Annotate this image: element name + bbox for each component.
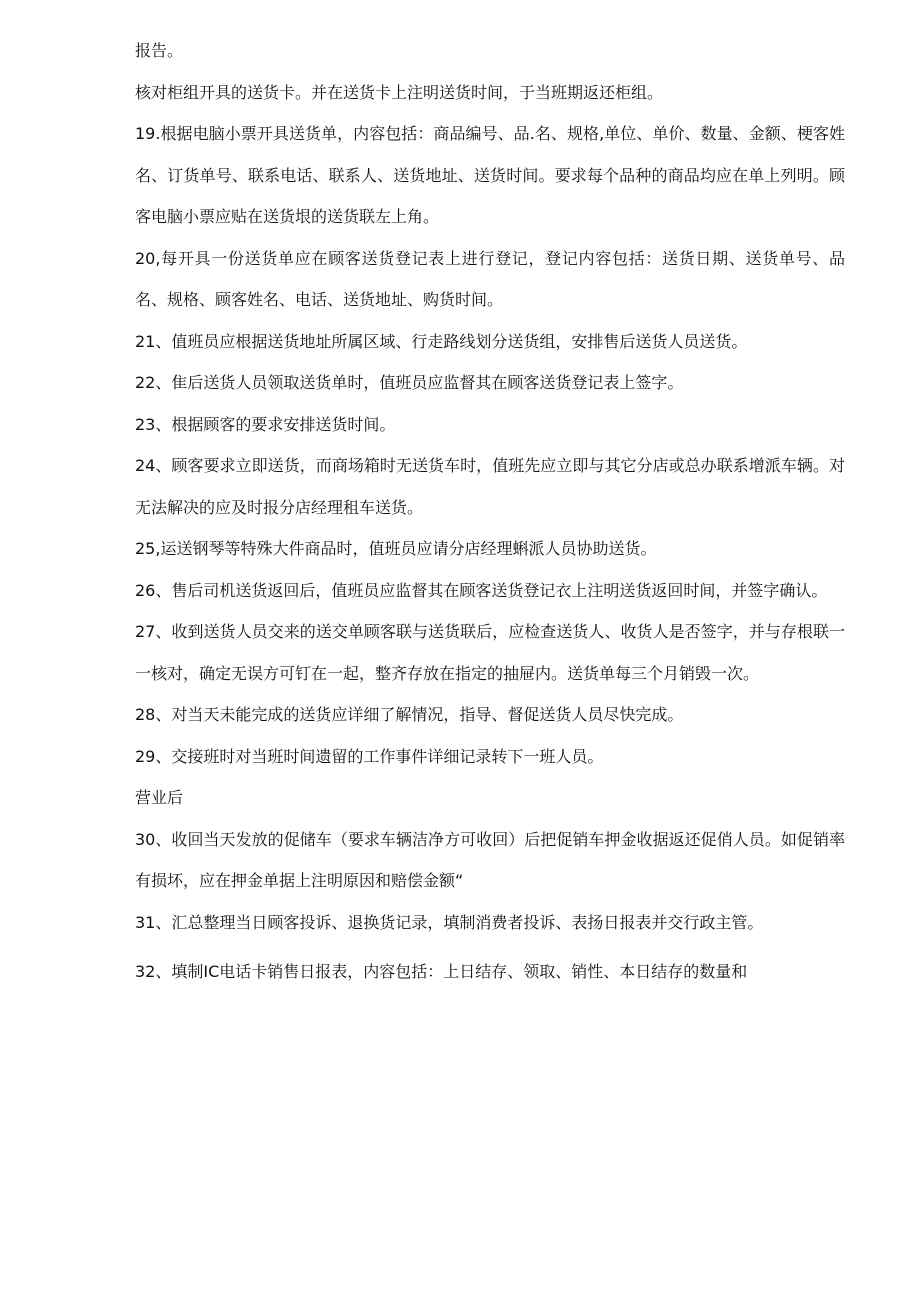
paragraph-item-27: 27、收到送货人员交来的送交单顾客联与送货联后，应检查送货人、收货人是否签字，并与存根联一一核对，确定无误方可钉在一起，整齐存放在指定的抽屉内。送货单每三个月销毁一次。 bbox=[135, 622, 845, 683]
paragraph-item-19: 19.根据电脑小票开具送货单，内容包括：商品编号、品.名、规格,单位、单价、数量、金额、梗客姓名、订货单号、联系电话、联系人、送货地址、送货时间。要求每个品种的商品均应在单上列明。顾客电脑小票应贴在送货垠的送货联左上角。 bbox=[135, 124, 845, 226]
paragraph-item-31: 31、汇总整理当日顾客投诉、退换货记录，填制消费者投诉、表扬日报表并交行政主管。 bbox=[135, 912, 764, 932]
paragraph-item-25: 25,运送钢琴等特殊大件商品时，值班员应请分店经理蝌派人员协助送货。 bbox=[135, 539, 657, 558]
paragraph-check-delivery-card: 核对柜组开具的送货卡。并在送货卡上注明送货时间，于当班期返还柜组。 bbox=[135, 82, 664, 102]
paragraph-item-23: 23、根据顾客的要求安排送货时间。 bbox=[135, 414, 396, 434]
paragraph-item-21: 21、值班员应根据送货地址所属区域、行走路线划分送货组，安排售后送货人员送货。 bbox=[135, 331, 748, 351]
paragraph-item-22: 22、隹后送货人员领取送货单时，值班员应监督其在顾客送货登记表上签字。 bbox=[135, 373, 684, 392]
paragraph-item-30: 30、收回当天发放的促储车（要求车辆洁净方可收回）后把促销车押金收据返还促俏人员。如促销率有损坏，应在押金单据上注明原因和赔偿金额“ bbox=[135, 829, 845, 890]
paragraph-item-24: 24、顾客要求立即送货，而商场箱时无送货车时，值班先应立即与其它分店或总办联系增派车辆。对无法解决的应及时报分店经理租车送货。 bbox=[135, 456, 845, 517]
document-body bbox=[135, 30, 845, 993]
paragraph-item-32: 32、填制IC电话卡销售日报表，内容包括：上日结存、领取、销性、本日结存的数量和 bbox=[135, 962, 748, 981]
paragraph-item-29: 29、交接班时对当班时间遗留的工作事件详细记录转下一班人员。 bbox=[135, 746, 604, 766]
paragraph-item-28: 28、对当天未能完成的送货应详细了解情况，指导、督促送货人员尽快完成。 bbox=[135, 705, 684, 724]
section-heading-after-business: 营业后 bbox=[135, 788, 184, 807]
paragraph-item-26: 26、售后司机送货返回后，值班员应监督其在顾客送货登记衣上注明送货返回时间，并签字确认。 bbox=[135, 580, 828, 600]
paragraph-item-20: 20,每开具一份送货单应在顾客送货登记表上进行登记，登记内容包括：送货日期、送货单号、品名、规格、顾客姓名、电话、送货地址、购货时间。 bbox=[135, 248, 845, 309]
paragraph-report-end: 报告。 bbox=[135, 41, 184, 60]
